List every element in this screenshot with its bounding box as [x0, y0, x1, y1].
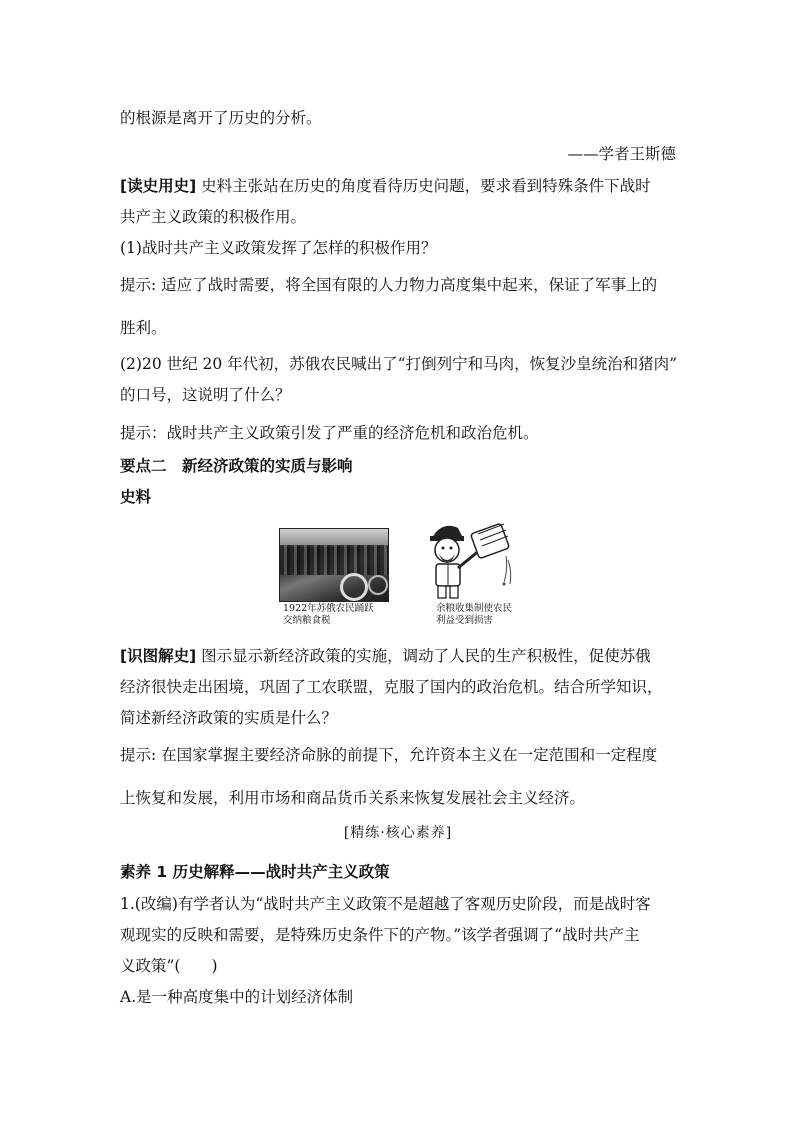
text-span: 史料主张站在历史的角度看待历史问题，要求看到特殊条件下战时 — [196, 177, 651, 195]
text-line: 的根源是离开了历史的分析。 — [120, 109, 322, 127]
question-line: 的口号，这说明了什么？ — [120, 386, 291, 404]
hint-line: 提示: 在国家掌握主要经济命脉的前提下，允许资本主义在一定范围和一定程度 — [120, 746, 658, 764]
hint-line: 提示: 适应了战时需要，将全国有限的人力物力高度集中起来，保证了军事上的 — [120, 276, 658, 294]
photo-caption: 交纳粮食税 — [283, 615, 331, 626]
question-line: 1.(改编)有学者认为“战时共产主义政策不是超越了客观历史阶段，而是战时客 — [120, 895, 651, 913]
cartoon-caption: 利益受到损害 — [436, 615, 494, 626]
hint-line: 上恢复和发展，利用市场和商品货币关系来恢复发展社会主义经济。 — [120, 789, 586, 807]
hint-line: 提示：战时共产主义政策引发了严重的经济危机和政治危机。 — [120, 424, 539, 442]
historical-photo — [279, 528, 389, 602]
practice-section-title: [精练·核心素养] — [343, 825, 453, 841]
text-line: 共产主义政策的积极作用。 — [120, 208, 307, 226]
cartoon-illustration — [422, 520, 532, 602]
section-tag: [读史用史] — [120, 177, 197, 195]
text-line: 经济很快走出困境，巩固了工农联盟，克服了国内的政治危机。结合所学知识， — [120, 678, 663, 696]
hint-line: 胜利。 — [120, 319, 167, 337]
subsection-heading: 史料 — [120, 488, 152, 506]
text-span: 图示显示新经济政策的实施，调动了人民的生产积极性，促使苏俄 — [196, 647, 651, 665]
answer-option: A.是一种高度集中的计划经济体制 — [120, 988, 354, 1006]
section-heading: 要点二 新经济政策的实质与影响 — [120, 457, 353, 475]
question-line: 观现实的反映和需要，是特殊历史条件下的产物。”该学者强调了“战时共产主 — [120, 926, 640, 944]
section-tag: [识图解史] — [120, 647, 197, 665]
question-line: 义政策”( ) — [120, 957, 218, 975]
cartoon-caption: 余粮收集制使农民 — [436, 603, 513, 614]
source-attribution: ——学者王斯德 — [567, 145, 676, 163]
text-line: 简述新经济政策的实质是什么？ — [120, 709, 338, 727]
photo-caption: 1922年苏俄农民踊跃 — [283, 603, 374, 614]
question-line: (2)20 世纪 20 年代初，苏俄农民喊出了“打倒列宁和马肉，恢复沙皇统治和猪肉” — [120, 355, 678, 373]
question-line: (1)战时共产主义政策发挥了怎样的积极作用？ — [120, 239, 437, 257]
competency-heading: 素养 1 历史解释——战时共产主义政策 — [120, 863, 390, 881]
text-line — [120, 176, 676, 196]
text-line — [120, 646, 676, 666]
